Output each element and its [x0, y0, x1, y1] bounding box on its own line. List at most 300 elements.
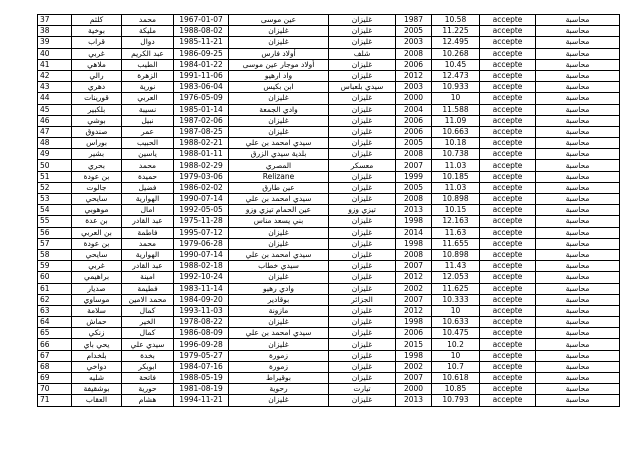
birth-place-cell: ابن بكيس: [229, 82, 329, 93]
last-name-cell: موهوبي: [72, 205, 122, 216]
specialty-cell: محاسبة: [536, 171, 620, 182]
birth-date-cell: 1990-07-14: [174, 194, 229, 205]
row-number-cell: 40: [38, 48, 72, 59]
province-cell: غليزان: [329, 149, 396, 160]
year-cell: 2008: [396, 149, 432, 160]
specialty-cell: محاسبة: [536, 138, 620, 149]
score-cell: 11.225: [432, 26, 480, 37]
birth-date-cell: 1990-07-14: [174, 249, 229, 260]
first-name-cell: الخير: [122, 317, 174, 328]
last-name-cell: صديار: [72, 283, 122, 294]
first-name-cell: امال: [122, 205, 174, 216]
year-cell: 2013: [396, 205, 432, 216]
specialty-cell: محاسبة: [536, 395, 620, 406]
province-cell: غليزان: [329, 238, 396, 249]
score-cell: 11.625: [432, 283, 480, 294]
first-name-cell: عبد القادر: [122, 216, 174, 227]
last-name-cell: بن عدة: [72, 216, 122, 227]
specialty-cell: محاسبة: [536, 48, 620, 59]
status-cell: accepte: [480, 384, 536, 395]
year-cell: 1998: [396, 216, 432, 227]
province-cell: غليزان: [329, 350, 396, 361]
birth-place-cell: عين موسى: [229, 15, 329, 26]
specialty-cell: محاسبة: [536, 115, 620, 126]
birth-place-cell: سيدي امحمد بن علي: [229, 138, 329, 149]
first-name-cell: الهوارية: [122, 194, 174, 205]
birth-date-cell: 1996-09-28: [174, 339, 229, 350]
status-cell: accepte: [480, 182, 536, 193]
status-cell: accepte: [480, 350, 536, 361]
row-number-cell: 38: [38, 26, 72, 37]
year-cell: 2004: [396, 104, 432, 115]
status-cell: accepte: [480, 115, 536, 126]
first-name-cell: كمال: [122, 305, 174, 316]
status-cell: accepte: [480, 194, 536, 205]
year-cell: 2013: [396, 395, 432, 406]
score-cell: 11.43: [432, 261, 480, 272]
score-cell: 10.185: [432, 171, 480, 182]
status-cell: accepte: [480, 59, 536, 70]
first-name-cell: فاطمة: [122, 227, 174, 238]
last-name-cell: براهيمي: [72, 272, 122, 283]
status-cell: accepte: [480, 261, 536, 272]
last-name-cell: حماش: [72, 317, 122, 328]
specialty-cell: محاسبة: [536, 373, 620, 384]
row-number-cell: 50: [38, 160, 72, 171]
specialty-cell: محاسبة: [536, 104, 620, 115]
score-cell: 10.15: [432, 205, 480, 216]
year-cell: 2002: [396, 283, 432, 294]
last-name-cell: قورينات: [72, 93, 122, 104]
status-cell: accepte: [480, 82, 536, 93]
status-cell: accepte: [480, 48, 536, 59]
row-number-cell: 69: [38, 373, 72, 384]
row-number-cell: 41: [38, 59, 72, 70]
status-cell: accepte: [480, 93, 536, 104]
first-name-cell: محمد: [122, 15, 174, 26]
birth-date-cell: 1979-05-27: [174, 350, 229, 361]
status-cell: accepte: [480, 171, 536, 182]
last-name-cell: دهري: [72, 82, 122, 93]
province-cell: تيزي وزو: [329, 205, 396, 216]
province-cell: غليزان: [329, 104, 396, 115]
birth-date-cell: 1983-11-14: [174, 283, 229, 294]
row-number-cell: 68: [38, 361, 72, 372]
table-row: [38, 227, 620, 238]
province-cell: غليزان: [329, 227, 396, 238]
score-cell: 11.09: [432, 115, 480, 126]
specialty-cell: محاسبة: [536, 249, 620, 260]
last-name-cell: بوخية: [72, 26, 122, 37]
score-cell: 10.7: [432, 361, 480, 372]
birth-place-cell: بوقادير: [229, 294, 329, 305]
status-cell: accepte: [480, 227, 536, 238]
table-row: [38, 205, 620, 216]
specialty-cell: محاسبة: [536, 126, 620, 137]
last-name-cell: سلامة: [72, 305, 122, 316]
first-name-cell: محمد: [122, 238, 174, 249]
row-number-cell: 58: [38, 249, 72, 260]
province-cell: تيارت: [329, 384, 396, 395]
birth-date-cell: 1994-11-21: [174, 395, 229, 406]
table-row: [38, 350, 620, 361]
row-number-cell: 51: [38, 171, 72, 182]
province-cell: غليزان: [329, 126, 396, 137]
status-cell: accepte: [480, 149, 536, 160]
birth-place-cell: غليزان: [229, 37, 329, 48]
first-name-cell: الزهرة: [122, 70, 174, 81]
year-cell: 1987: [396, 15, 432, 26]
status-cell: accepte: [480, 305, 536, 316]
first-name-cell: نسيبة: [122, 104, 174, 115]
table-row: [38, 15, 620, 26]
last-name-cell: كلثم: [72, 15, 122, 26]
province-cell: غليزان: [329, 339, 396, 350]
birth-place-cell: غليزان: [229, 227, 329, 238]
province-cell: غليزان: [329, 361, 396, 372]
specialty-cell: محاسبة: [536, 317, 620, 328]
row-number-cell: 55: [38, 216, 72, 227]
birth-place-cell: أولاد فارس: [229, 48, 329, 59]
birth-place-cell: وادي الجمعة: [229, 104, 329, 115]
table-body: [38, 15, 620, 407]
row-number-cell: 61: [38, 283, 72, 294]
birth-place-cell: رحوية: [229, 384, 329, 395]
last-name-cell: العقاب: [72, 395, 122, 406]
row-number-cell: 52: [38, 182, 72, 193]
province-cell: غليزان: [329, 216, 396, 227]
table-row: [38, 261, 620, 272]
year-cell: 2008: [396, 48, 432, 59]
score-cell: 10.898: [432, 194, 480, 205]
birth-place-cell: غليزان: [229, 395, 329, 406]
row-number-cell: 62: [38, 294, 72, 305]
year-cell: 2006: [396, 115, 432, 126]
last-name-cell: بلخدام: [72, 350, 122, 361]
table-row: [38, 216, 620, 227]
birth-date-cell: 1987-02-06: [174, 115, 229, 126]
row-number-cell: 65: [38, 328, 72, 339]
year-cell: 2000: [396, 93, 432, 104]
score-cell: 11.63: [432, 227, 480, 238]
table-row: [38, 384, 620, 395]
row-number-cell: 67: [38, 350, 72, 361]
birth-place-cell: عين الحمام تيزي وزو: [229, 205, 329, 216]
province-cell: غليزان: [329, 115, 396, 126]
row-number-cell: 42: [38, 70, 72, 81]
table-row: [38, 171, 620, 182]
row-number-cell: 64: [38, 317, 72, 328]
score-cell: 10.618: [432, 373, 480, 384]
table-row: [38, 104, 620, 115]
year-cell: 2012: [396, 272, 432, 283]
province-cell: غليزان: [329, 328, 396, 339]
score-cell: 10.18: [432, 138, 480, 149]
score-cell: 11.03: [432, 160, 480, 171]
status-cell: accepte: [480, 138, 536, 149]
year-cell: 2006: [396, 59, 432, 70]
specialty-cell: محاسبة: [536, 350, 620, 361]
row-number-cell: 70: [38, 384, 72, 395]
birth-date-cell: 1978-08-22: [174, 317, 229, 328]
birth-place-cell: غليزان: [229, 317, 329, 328]
row-number-cell: 57: [38, 238, 72, 249]
last-name-cell: يحي باي: [72, 339, 122, 350]
last-name-cell: بوراس: [72, 138, 122, 149]
birth-place-cell: غليزان: [229, 272, 329, 283]
specialty-cell: محاسبة: [536, 59, 620, 70]
birth-date-cell: 1983-06-04: [174, 82, 229, 93]
year-cell: 1998: [396, 238, 432, 249]
first-name-cell: ابوبكر: [122, 361, 174, 372]
specialty-cell: محاسبة: [536, 272, 620, 283]
row-number-cell: 47: [38, 126, 72, 137]
last-name-cell: بوشي: [72, 115, 122, 126]
birth-place-cell: بلدية سيدي الزرق: [229, 149, 329, 160]
table-row: [38, 160, 620, 171]
first-name-cell: الحبيب: [122, 138, 174, 149]
first-name-cell: نبيل: [122, 115, 174, 126]
first-name-cell: عبد الكريم: [122, 48, 174, 59]
score-cell: 12.163: [432, 216, 480, 227]
first-name-cell: الطيب: [122, 59, 174, 70]
table-row: [38, 249, 620, 260]
specialty-cell: محاسبة: [536, 339, 620, 350]
birth-date-cell: 1976-05-09: [174, 93, 229, 104]
birth-date-cell: 1992-05-05: [174, 205, 229, 216]
province-cell: غليزان: [329, 138, 396, 149]
row-number-cell: 39: [38, 37, 72, 48]
birth-place-cell: غليزان: [229, 115, 329, 126]
year-cell: 2005: [396, 182, 432, 193]
score-cell: 10: [432, 305, 480, 316]
province-cell: غليزان: [329, 305, 396, 316]
year-cell: 1998: [396, 350, 432, 361]
province-cell: غليزان: [329, 317, 396, 328]
birth-place-cell: غليزان: [229, 339, 329, 350]
status-cell: accepte: [480, 15, 536, 26]
score-cell: 10: [432, 350, 480, 361]
year-cell: 2007: [396, 160, 432, 171]
birth-date-cell: 1987-08-25: [174, 126, 229, 137]
table-row: [38, 138, 620, 149]
score-cell: 11.588: [432, 104, 480, 115]
specialty-cell: محاسبة: [536, 294, 620, 305]
birth-date-cell: 1979-06-28: [174, 238, 229, 249]
specialty-cell: محاسبة: [536, 361, 620, 372]
birth-place-cell: وادي رهيو: [229, 283, 329, 294]
first-name-cell: نورية: [122, 82, 174, 93]
specialty-cell: محاسبة: [536, 328, 620, 339]
birth-date-cell: 1975-11-28: [174, 216, 229, 227]
status-cell: accepte: [480, 205, 536, 216]
score-cell: 10.738: [432, 149, 480, 160]
specialty-cell: محاسبة: [536, 384, 620, 395]
first-name-cell: سيدي علي: [122, 339, 174, 350]
province-cell: شلف: [329, 48, 396, 59]
year-cell: 1999: [396, 171, 432, 182]
birth-date-cell: 1991-11-06: [174, 70, 229, 81]
birth-place-cell: زمورة: [229, 350, 329, 361]
year-cell: 2000: [396, 384, 432, 395]
last-name-cell: بن العربي: [72, 227, 122, 238]
score-cell: 10.933: [432, 82, 480, 93]
last-name-cell: صندوق: [72, 126, 122, 137]
province-cell: الجزائر: [329, 294, 396, 305]
score-cell: 10.333: [432, 294, 480, 305]
specialty-cell: محاسبة: [536, 93, 620, 104]
province-cell: غليزان: [329, 70, 396, 81]
table-row: [38, 238, 620, 249]
score-cell: 11.03: [432, 182, 480, 193]
table-row: [38, 194, 620, 205]
year-cell: 2006: [396, 126, 432, 137]
specialty-cell: محاسبة: [536, 15, 620, 26]
row-number-cell: 56: [38, 227, 72, 238]
year-cell: 2003: [396, 37, 432, 48]
table-row: [38, 48, 620, 59]
score-cell: 10.793: [432, 395, 480, 406]
birth-date-cell: 1988-02-21: [174, 138, 229, 149]
specialty-cell: محاسبة: [536, 305, 620, 316]
specialty-cell: محاسبة: [536, 182, 620, 193]
specialty-cell: محاسبة: [536, 37, 620, 48]
specialty-cell: محاسبة: [536, 194, 620, 205]
table-row: [38, 37, 620, 48]
first-name-cell: حميدة: [122, 171, 174, 182]
score-cell: 10.2: [432, 339, 480, 350]
score-cell: 10.663: [432, 126, 480, 137]
year-cell: 2005: [396, 26, 432, 37]
year-cell: 2007: [396, 294, 432, 305]
birth-place-cell: بني يسعد مناس: [229, 216, 329, 227]
birth-place-cell: سيدي امحمد بن علي: [229, 194, 329, 205]
birth-date-cell: 1967-01-07: [174, 15, 229, 26]
table-row: [38, 126, 620, 137]
year-cell: 2005: [396, 138, 432, 149]
birth-date-cell: 1992-10-24: [174, 272, 229, 283]
first-name-cell: امينة: [122, 272, 174, 283]
table-row: [38, 70, 620, 81]
status-cell: accepte: [480, 328, 536, 339]
first-name-cell: مليكة: [122, 26, 174, 37]
province-cell: غليزان: [329, 171, 396, 182]
score-cell: 12.495: [432, 37, 480, 48]
birth-date-cell: 1995-07-12: [174, 227, 229, 238]
last-name-cell: موساوي: [72, 294, 122, 305]
birth-date-cell: 1988-02-18: [174, 261, 229, 272]
row-number-cell: 37: [38, 15, 72, 26]
row-number-cell: 59: [38, 261, 72, 272]
province-cell: غليزان: [329, 26, 396, 37]
province-cell: غليزان: [329, 37, 396, 48]
table-row: [38, 182, 620, 193]
status-cell: accepte: [480, 272, 536, 283]
last-name-cell: بلكبير: [72, 104, 122, 115]
last-name-cell: قراب: [72, 37, 122, 48]
birth-date-cell: 1984-07-16: [174, 361, 229, 372]
status-cell: accepte: [480, 249, 536, 260]
birth-date-cell: 1979-03-06: [174, 171, 229, 182]
table-row: [38, 328, 620, 339]
status-cell: accepte: [480, 160, 536, 171]
year-cell: 1998: [396, 317, 432, 328]
last-name-cell: ملاهي: [72, 59, 122, 70]
birth-place-cell: غليزان: [229, 93, 329, 104]
status-cell: accepte: [480, 373, 536, 384]
first-name-cell: فضيل: [122, 182, 174, 193]
records-table: [37, 14, 620, 407]
birth-place-cell: بوقيراط: [229, 373, 329, 384]
score-cell: 10.898: [432, 249, 480, 260]
last-name-cell: رالي: [72, 70, 122, 81]
year-cell: 2007: [396, 373, 432, 384]
birth-place-cell: عين طارق: [229, 182, 329, 193]
year-cell: 2006: [396, 328, 432, 339]
table-row: [38, 272, 620, 283]
year-cell: 2015: [396, 339, 432, 350]
first-name-cell: العربي: [122, 93, 174, 104]
last-name-cell: سايحي: [72, 249, 122, 260]
score-cell: 12.053: [432, 272, 480, 283]
table-row: [38, 115, 620, 126]
year-cell: 2007: [396, 261, 432, 272]
specialty-cell: محاسبة: [536, 149, 620, 160]
status-cell: accepte: [480, 104, 536, 115]
specialty-cell: محاسبة: [536, 216, 620, 227]
birth-place-cell: زمورة: [229, 361, 329, 372]
status-cell: accepte: [480, 283, 536, 294]
last-name-cell: بن عودة: [72, 238, 122, 249]
province-cell: غليزان: [329, 395, 396, 406]
year-cell: 2003: [396, 82, 432, 93]
row-number-cell: 60: [38, 272, 72, 283]
first-name-cell: محمد: [122, 160, 174, 171]
score-cell: 10.475: [432, 328, 480, 339]
status-cell: accepte: [480, 37, 536, 48]
score-cell: 10.633: [432, 317, 480, 328]
specialty-cell: محاسبة: [536, 261, 620, 272]
table-row: [38, 26, 620, 37]
status-cell: accepte: [480, 317, 536, 328]
table-row: [38, 317, 620, 328]
province-cell: غليزان: [329, 59, 396, 70]
birth-place-cell: مازونة: [229, 305, 329, 316]
birth-date-cell: 1988-08-02: [174, 26, 229, 37]
birth-date-cell: 1985-11-21: [174, 37, 229, 48]
table-row: [38, 294, 620, 305]
birth-place-cell: غليزان: [229, 126, 329, 137]
row-number-cell: 49: [38, 149, 72, 160]
first-name-cell: بخدة: [122, 350, 174, 361]
row-number-cell: 71: [38, 395, 72, 406]
table-row: [38, 339, 620, 350]
birth-date-cell: 1981-08-19: [174, 384, 229, 395]
status-cell: accepte: [480, 361, 536, 372]
status-cell: accepte: [480, 339, 536, 350]
first-name-cell: فطيمة: [122, 283, 174, 294]
specialty-cell: محاسبة: [536, 205, 620, 216]
score-cell: 10.268: [432, 48, 480, 59]
status-cell: accepte: [480, 216, 536, 227]
score-cell: 11.655: [432, 238, 480, 249]
last-name-cell: بشير: [72, 149, 122, 160]
year-cell: 2008: [396, 249, 432, 260]
specialty-cell: محاسبة: [536, 70, 620, 81]
birth-date-cell: 1984-09-20: [174, 294, 229, 305]
table-row: [38, 361, 620, 372]
last-name-cell: بن عودة: [72, 171, 122, 182]
